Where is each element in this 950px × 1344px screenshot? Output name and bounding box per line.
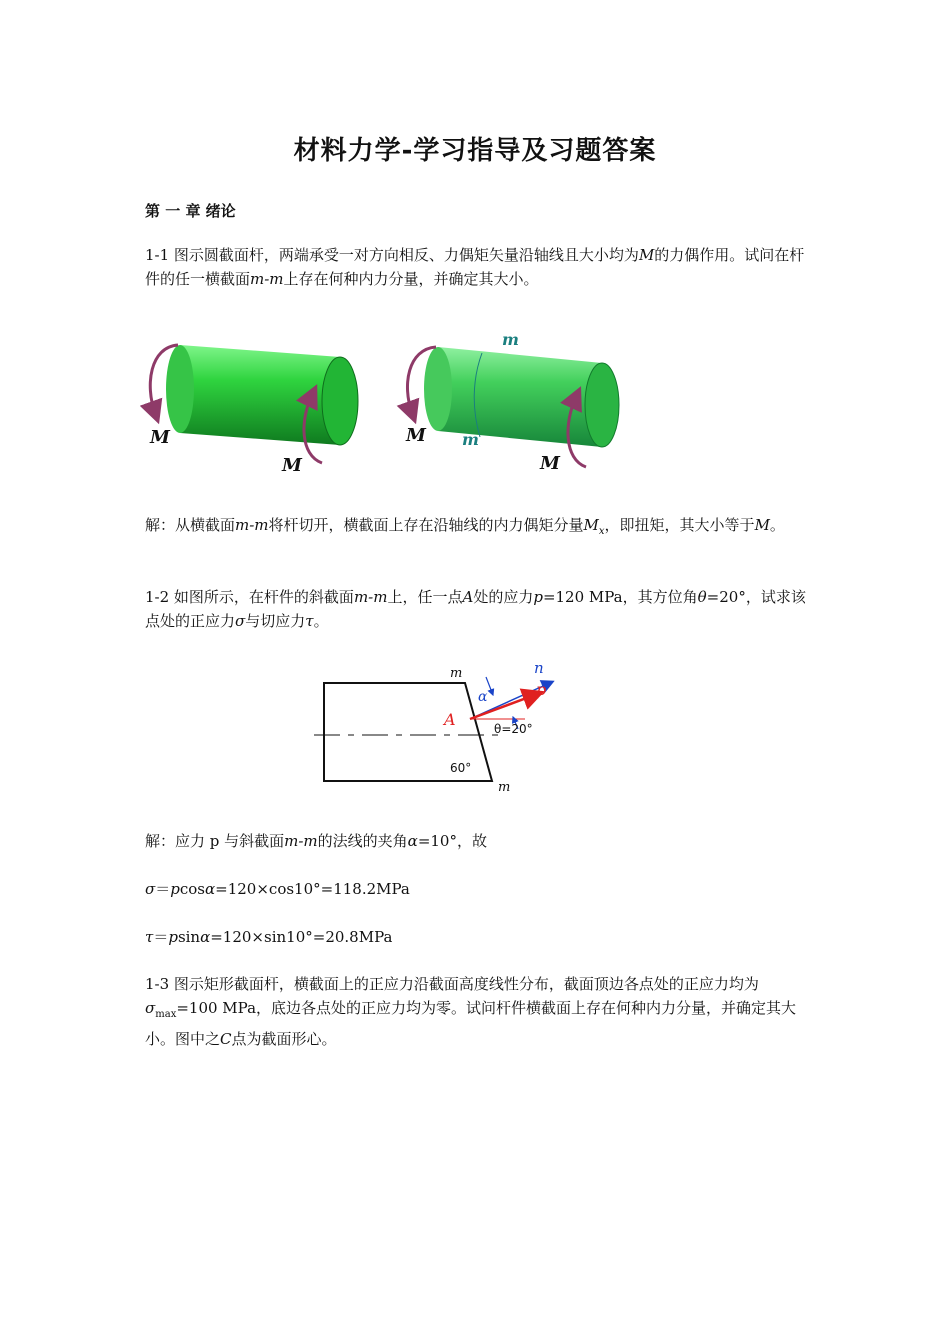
equation-sigma: σ＝pcosα=120×cos10°=118.2MPa (145, 880, 410, 898)
label-theta: θ=20° (494, 722, 533, 736)
label-m-bottom: m (462, 430, 479, 449)
equation-tau: τ＝psinα=120×sin10°=20.8MPa (145, 928, 393, 946)
right-cylinder (407, 347, 619, 467)
cylinder-torsion-figure (140, 325, 630, 485)
label-p: p (536, 680, 547, 699)
problem-1-2: 1-2 如图所示，在杆件的斜截面m-m上，任一点A处的应力p=120 MPa，其方位角θ=20°，试求该点处的正应力σ与切应力τ。 (145, 588, 806, 630)
label-M-right: M (282, 455, 302, 476)
page-title: 材料力学-学习指导及习题答案 (293, 136, 657, 166)
label-m-top: m (502, 330, 519, 349)
problem-1-1: 1-1 图示圆截面杆，两端承受一对方向相反、力偶矩矢量沿轴线且大小均为M的力偶作用。试问在杆件的任一横截面m-m上存在何种内力分量，并确定其大小。 (145, 246, 805, 288)
label-alpha: α (478, 689, 488, 705)
label-M-right-2: M (540, 453, 560, 474)
solution-1-2: 解：应力 p 与斜截面m-m的法线的夹角α=10°，故 (145, 832, 487, 850)
inclined-section-figure (310, 655, 570, 800)
problem-1-3: 1-3 图示矩形截面杆，横截面上的正应力沿截面高度线性分布，截面顶边各点处的正应力均为$\sigma_{max}=100$ MPa，底边各点处的正应力均为零。试问杆件横截面上存在何种内力分量，并确定其大小。图中之C点为截面形心。 (145, 975, 797, 1048)
label-m-bottom: m (498, 780, 511, 795)
label-point-A: A (444, 710, 456, 729)
label-M-left: M (150, 427, 170, 448)
solution-1-1: 解：从横截面m-m将杆切开，横截面上存在沿轴线的内力偶矩分量$M_x$，即扭矩，其大小等于M。 (145, 516, 785, 537)
label-M-left-2: M (406, 425, 426, 446)
left-cylinder (150, 345, 358, 463)
label-angle-60: 60° (450, 761, 472, 775)
label-n: n (534, 659, 544, 677)
label-m-top: m (450, 666, 463, 681)
chapter-heading: 第 一 章 绪论 (145, 202, 236, 220)
